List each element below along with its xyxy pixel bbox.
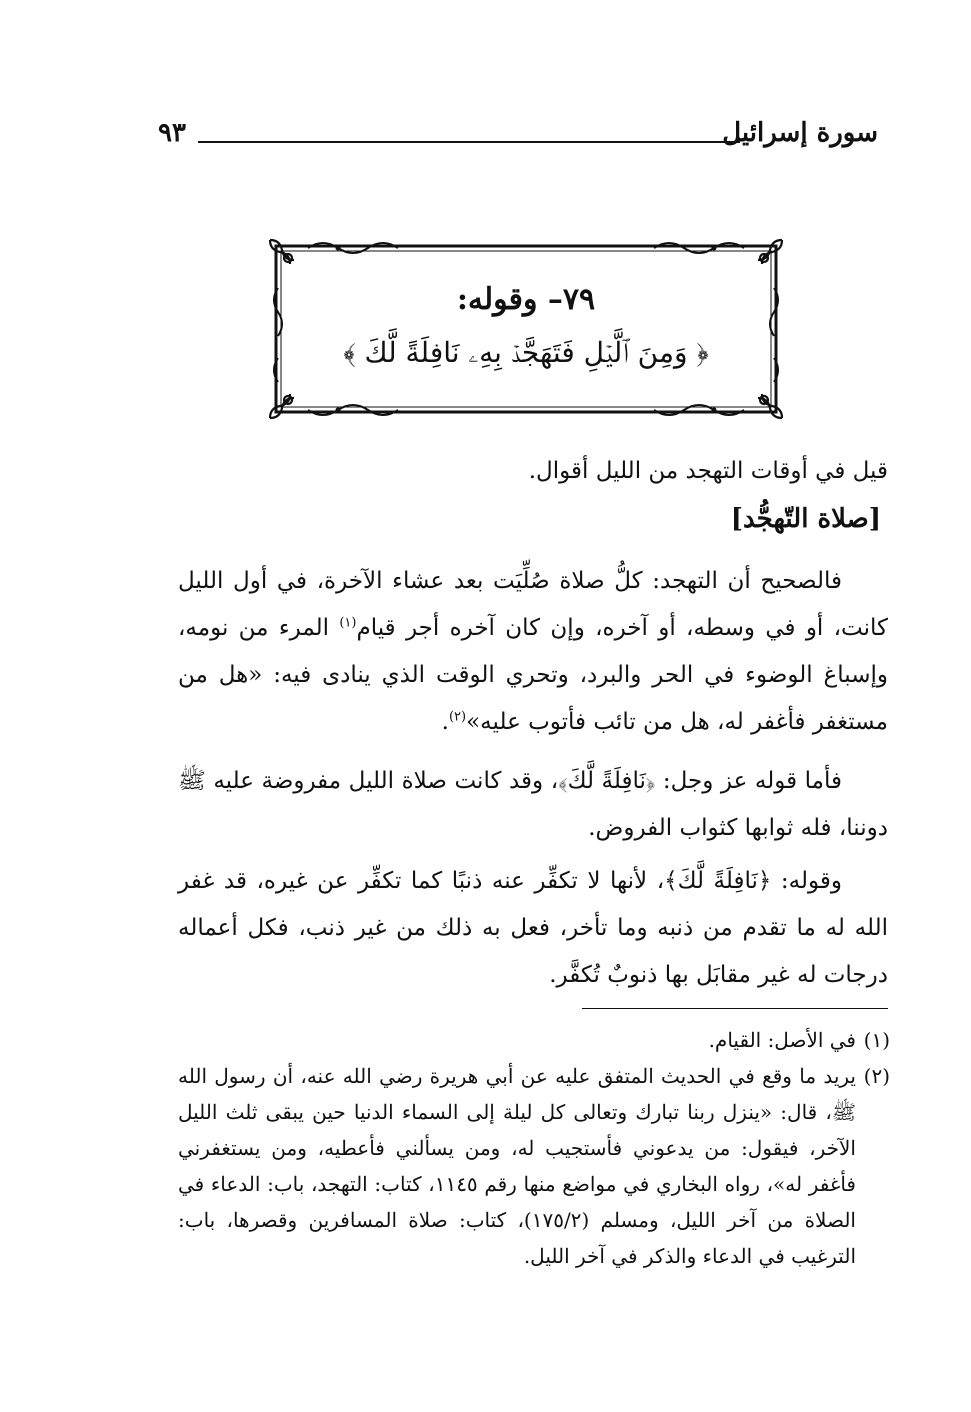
footnotes — [178, 1022, 890, 1274]
paragraph-3: وقوله: ﴿نَافِلَةً لَّكَ﴾، لأنها لا تكفِّر عنه ذنبًا كما تكفِّر عن غيره، قد غفر الله له ما تقدم من ذنبه وما تأخر، فعل به ذلك من غير ذنب، فكل أعماله درجات له غير مقابَل بها ذنوبٌ تُكفَّر. — [178, 868, 888, 988]
running-header — [158, 118, 878, 158]
footnote-2-number: (٢) — [863, 1064, 890, 1088]
paragraph-1-text-c: . — [441, 709, 449, 735]
footnote-separator — [582, 1008, 888, 1009]
ornamental-border — [268, 238, 784, 420]
footnote-marker-2: (٢) — [448, 709, 467, 725]
footnote-1-text: في الأصل: القيام. — [708, 1028, 856, 1052]
surah-title: سورة إسرائيل — [722, 118, 878, 148]
footnote-1 — [178, 1022, 890, 1058]
footnote-2 — [178, 1058, 890, 1274]
page-number: ٩٣ — [158, 118, 186, 148]
paragraph-1 — [178, 558, 888, 746]
entry-heading: ٧٩– وقوله: — [456, 282, 596, 317]
paragraph-2: فأما قوله عز وجل: ﴿نَافِلَةً لَّكَ﴾، وقد كانت صلاة الليل مفروضة عليه ﷺ دوننا، فله ثوابها كثواب الفروض. — [178, 768, 888, 841]
footnote-2-text: يريد ما وقع في الحديث المتفق عليه عن أبي هريرة رضي الله عنه، أن رسول الله ﷺ، قال: «ينزل ربنا تبارك وتعالى كل ليلة إلى السماء الدنيا حين يبقى ثلث الليل الآخر، فيقول: من يدعوني فأستجيب له، ومن يسألني فأعطيه، ومن يستغفرني فأغفر له»، رواه البخاري في مواضع منها رقم ١١٤٥، كتاب: التهجد، باب: الدعاء في الصلاة من آخر الليل، ومسلم (١٧٥/٢)، كتاب: صلاة المسافرين وقصرها، باب: الترغيب في الدعاء والذكر في آخر الليل. — [178, 1064, 856, 1268]
paragraph-1-text-a: فالصحيح أن التهجد: كلُّ صلاة صُلِّيَت بعد عشاء الآخرة، في أول الليل كانت، أو في وسطه، أو آخره، وإن كان آخره أجر قيام — [178, 568, 888, 641]
verse-frame — [268, 238, 784, 420]
footnote-marker-1: (١) — [339, 615, 357, 631]
footnote-1-number: (١) — [863, 1028, 890, 1052]
paragraph-1-text-b: المرء من نومه، وإسباغ الوضوء في الحر والبرد، وتحري الوقت الذي ينادى فيه: «هل من مستغفر فأغفر له، هل من تائب فأتوب عليه» — [178, 615, 888, 735]
intro-paragraph: قيل في أوقات التهجد من الليل أقوال. — [528, 458, 888, 484]
header-rule — [198, 141, 740, 143]
quran-verse: ﴿ وَمِنَ ٱلَّيۡلِ فَتَهَجَّدۡ بِهِۦ نَافِلَةً لَّكَ ﴾ — [343, 336, 709, 369]
section-heading: [صلاة التّهجُّد] — [730, 504, 881, 534]
